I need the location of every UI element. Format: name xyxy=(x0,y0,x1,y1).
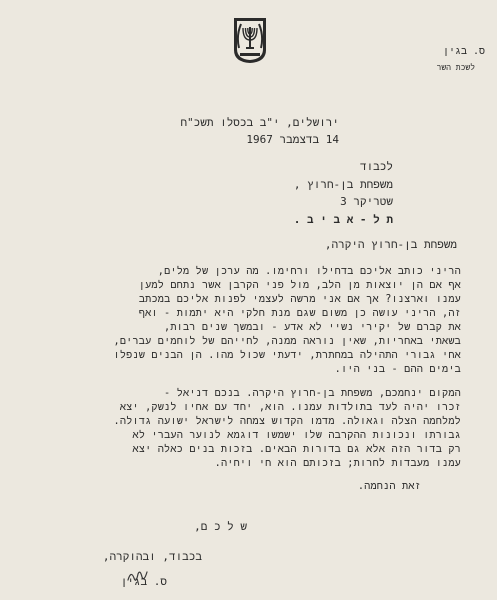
paragraph-2-line: למלחמה הצלה וגאולה. מדמו הקדוש צמחה לישראל ישועה גדולה. xyxy=(113,416,461,427)
letterhead-office: לשכת השר xyxy=(436,63,475,72)
dateline-gregorian: 14 בדצמבר 1967 xyxy=(246,133,339,146)
paragraph-2-line: המקום ינחמכם, משפחת בן-חרוץ היקרה. בנכם דניאל - xyxy=(164,388,461,399)
closing-signature-name: ס. בגין xyxy=(120,575,167,588)
recipient-street: שטריקר 3 xyxy=(340,195,393,208)
dateline-hebrew: ירושלים, י"ב בכסלו תשכ"ח xyxy=(180,116,339,129)
recipient-city: ת ל - א ב י ב . xyxy=(293,213,393,226)
paragraph-1-line: אחי גבורי התהילה במחתרת, ידעתי שכול מהו. הן הבנים שנפלו xyxy=(113,350,461,361)
paragraph-2-line: עמנו מעבדות לחרות; בזכותם הוא חי ויחיה. xyxy=(214,458,461,469)
letterhead-name: ס. בגין xyxy=(442,46,485,57)
paragraph-1-line: אף אם הן יוצאות מן הלב, מול פני הקרבן אשר נתחם למען xyxy=(138,280,461,291)
paragraph-1-line: עמנו וארצנו? אך אם אני מרשה לעצמי לפנות אליכם במכתב xyxy=(138,294,461,305)
paragraph-3-line: זאת הנחמה. xyxy=(357,481,421,492)
paragraph-2-line: רק בדור הזה אלא גם בדורות הבאים. בזכות בנים כאלה יצא xyxy=(132,444,461,455)
paragraph-1-line: את קברם של יקירי נשיי לא אדע - ובמשך שנים רבות, xyxy=(164,322,461,333)
paragraph-1-line: בשאתי באחריות, שאין נוראה ממנה, לחייהם של לוחמים עברים, xyxy=(113,336,461,347)
recipient-to: לכבוד xyxy=(359,160,393,173)
paragraph-1-line: זה, הריני עושה כן משום שגם מנת חלקי היא יתמות - ואף xyxy=(138,308,461,319)
paragraph-1-line: הריני כותב אליכם בדחילו ורחימו. מה ערכן של מלים, xyxy=(157,266,461,277)
closing-greeting: ש ל כ ם, xyxy=(194,520,247,533)
state-emblem-icon xyxy=(232,16,268,64)
closing-regards: בכבוד, ובהוקרה, xyxy=(102,550,202,563)
paragraph-1-line: בימים ההם - בני היו. xyxy=(334,364,461,375)
salutation: משפחת בן-חרוץ היקרה, xyxy=(324,238,457,251)
paragraph-2-line: גבורתו ונכונות ההקרבה שלו ישמשו דוגמא לנוער העברי לא xyxy=(132,430,461,441)
paragraph-2-line: זכרו יהיה לעד בתולדות עמנו. הוא, יחד עם אחיו לנשק, יצא xyxy=(119,402,461,413)
recipient-family: משפחת בן-חרוץ , xyxy=(293,178,393,191)
